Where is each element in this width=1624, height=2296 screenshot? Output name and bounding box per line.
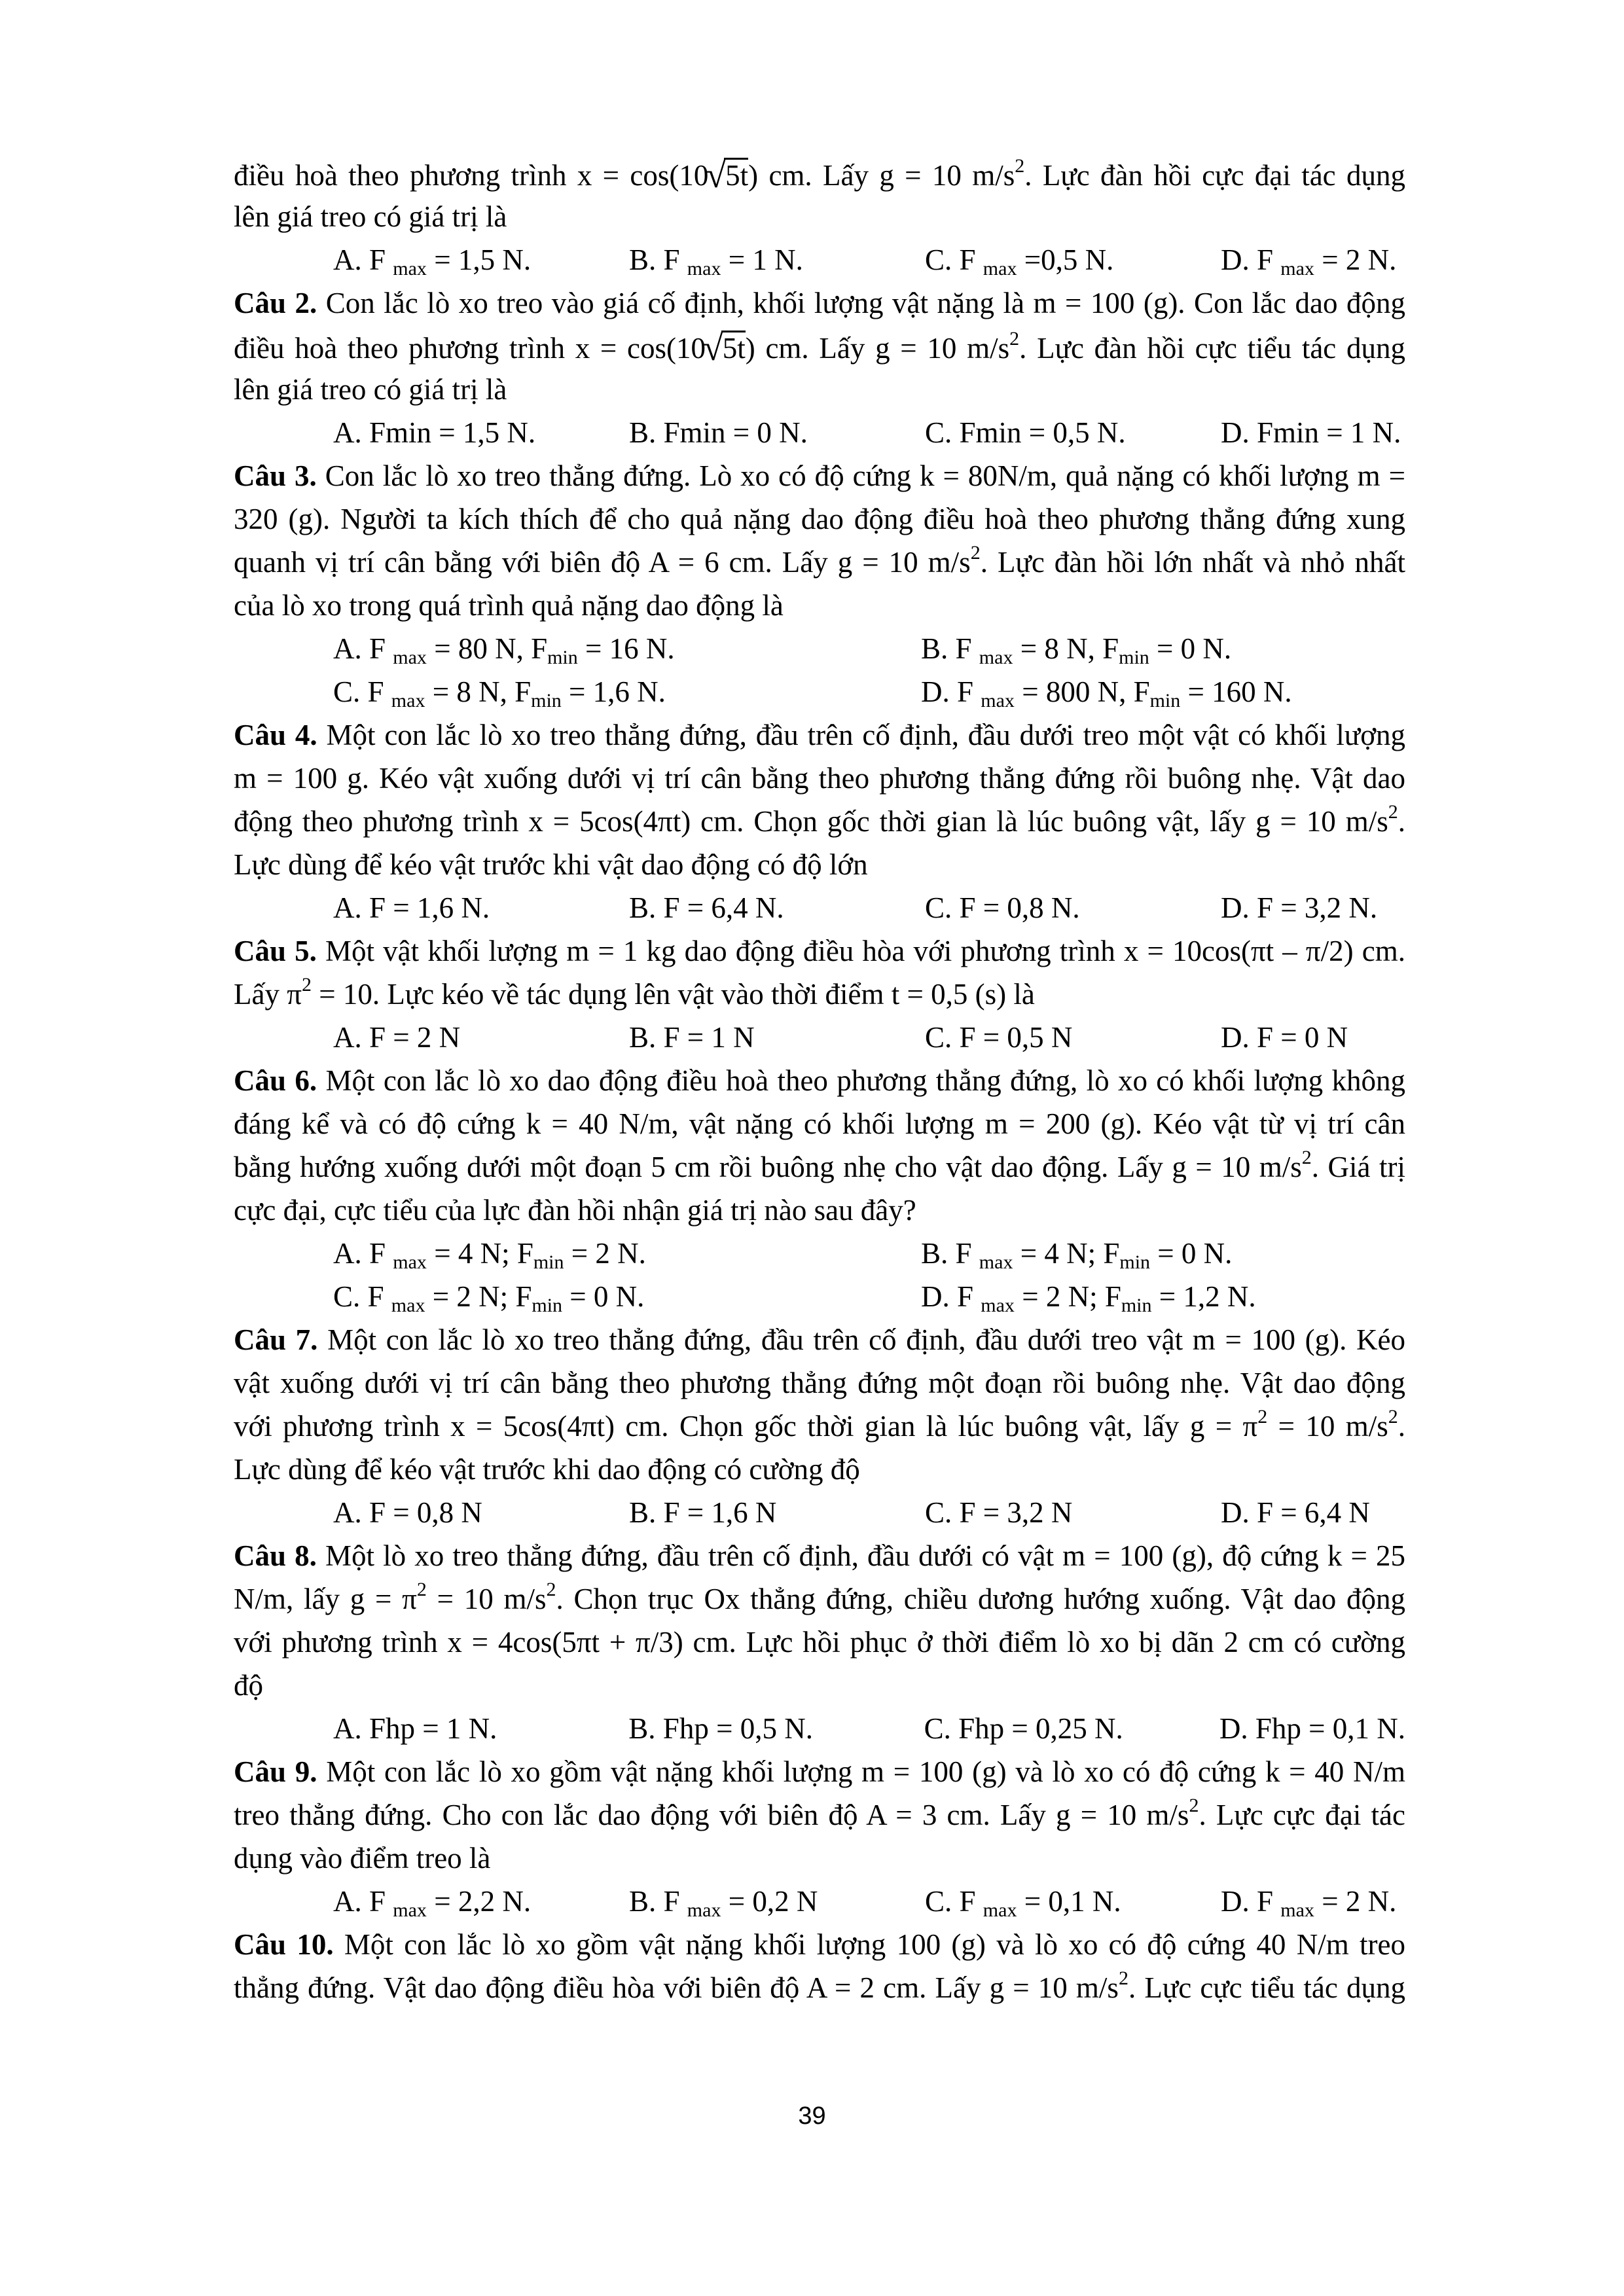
answer-options — [234, 886, 1405, 929]
text-line: N/m, lấy $g = \pi^2 = 10$ $m/s^2$. Chọn trục Ox thẳng đứng, chiều dương hướng xuống. Vật dao động — [234, 1579, 1405, 1615]
text-line: đáng kể và có độ cứng k = 40 N/m, vật nặng có khối lượng m = 200 (g). Kéo vật từ vị trí cân — [234, 1107, 1405, 1140]
text-line: quanh vị trí cân bằng với biên độ A = 6 cm. Lấy g = 10 $m/s^2$. Lực đàn hồi lớn nhất và nhỏ nhất — [234, 542, 1405, 579]
question-list — [234, 152, 1405, 2009]
option-d: D. F $_{max}$ = 800 N, $F_{min} = 160$ N. — [921, 675, 1292, 711]
option-b: B. F = 1,6 N — [629, 1496, 777, 1529]
text-line: lên giá treo có giá trị là — [234, 200, 507, 233]
question-4-line: Câu 4. Một con lắc lò xo treo thẳng đứng, đầu trên cố định, đầu dưới treo một vật có khối lượng — [234, 719, 1405, 751]
text-line: điều hoà theo phương trình x = cos(10√5t) cm. Lấy g = 10 $m/s^2$. Lực đàn hồi cực đại tác dụng — [234, 155, 1405, 196]
question-9-line: Câu 9. Một con lắc lò xo gồm vật nặng khối lượng m = 100 (g) và lò xo có độ cứng k = 40 N/m — [234, 1755, 1405, 1788]
option-c: C. F = 0,8 N. — [925, 891, 1080, 924]
text-line: với phương trình x = 4cos(5πt + π/3) cm. Lực hồi phục ở thời điểm lò xo bị dãn 2 cm có cường — [234, 1626, 1405, 1659]
text-line: của lò xo trong quá trình quả nặng dao động là — [234, 589, 784, 622]
answer-options — [234, 1707, 1405, 1750]
option-b: B. F $_{max}$ = 8 N, $F_{min} = 0$ N. — [921, 632, 1232, 668]
answer-options — [234, 1491, 1405, 1534]
option-d: D. F $_{max}$ = 2 N. — [1221, 1885, 1397, 1921]
text-line: vật xuống dưới vị trí cân bằng theo phương thẳng đứng một đoạn rồi buông nhẹ. Vật dao động — [234, 1367, 1405, 1399]
option-a: A. F = 1,6 N. — [333, 891, 490, 924]
text-line: Lấy $\pi^2 = 10$. Lực kéo về tác dụng lên vật vào thời điểm t = 0,5 (s) là — [234, 974, 1035, 1011]
answer-options — [234, 1016, 1405, 1059]
text-line: độ — [234, 1669, 263, 1702]
option-a: A. F = 0,8 N — [333, 1496, 482, 1529]
question-7-line: Câu 7. Một con lắc lò xo treo thẳng đứng, đầu trên cố định, đầu dưới treo vật m = 100 (g). Kéo — [234, 1323, 1405, 1356]
option-a: A. F = 2 N — [333, 1021, 461, 1054]
option-d: D. F = 3,2 N. — [1221, 891, 1378, 924]
option-b: B. Fhp = 0,5 N. — [628, 1712, 813, 1745]
option-a: A. Fmin = 1,5 N. — [333, 416, 536, 449]
text-line: bằng hướng xuống dưới một đoạn 5 cm rồi buông nhẹ cho vật dao động. Lấy g = 10 $m/s^2$. Giá trị — [234, 1147, 1405, 1183]
option-d: D. F $_{max}$ = 2 N. — [1221, 243, 1397, 279]
question-10-line: Câu 10. Một con lắc lò xo gồm vật nặng khối lượng 100 (g) và lò xo có độ cứng 40 N/m treo — [234, 1928, 1405, 1961]
option-c: C. Fmin = 0,5 N. — [925, 416, 1126, 449]
text-line: với phương trình x = 5cos(4πt) cm. Chọn gốc thời gian là lúc buông vật, lấy $g = \pi^2 = 10$ $m/s^2$. — [234, 1406, 1405, 1443]
text-line: dụng vào điểm treo là — [234, 1842, 491, 1874]
option-b: B. F $_{max}$ = 0,2 N — [629, 1885, 818, 1921]
option-c: C. F $_{max}$ = 0,1 N. — [925, 1885, 1121, 1921]
answer-options — [234, 238, 1405, 281]
text-line: cực đại, cực tiểu của lực đàn hồi nhận giá trị nào sau đây? — [234, 1194, 916, 1227]
option-b: B. Fmin = 0 N. — [629, 416, 808, 449]
option-c: C. F $_{max}$ = 2 N; $F_{min} = 0$ N. — [333, 1280, 645, 1316]
option-c: C. F $_{max}$ = 8 N, $F_{min} = 1,6$ N. — [333, 675, 666, 711]
page-number: 39 — [798, 2102, 826, 2130]
answer-options — [234, 1275, 1405, 1318]
question-5-line: Câu 5. Một vật khối lượng m = 1 kg dao động điều hòa với phương trình x = 10cos(πt – π/2) cm. — [234, 935, 1405, 967]
answer-options — [234, 627, 1405, 670]
option-a: A. F $_{max}$ = 80 N, $F_{min} = 16$ N. — [333, 632, 675, 668]
answer-options — [234, 1232, 1405, 1275]
option-b: B. F = 6,4 N. — [629, 891, 784, 924]
option-c: C. Fhp = 0,25 N. — [924, 1712, 1123, 1745]
option-a: A. F $_{max}$ = 4 N; $F_{min} = 2$ N. — [333, 1237, 646, 1273]
text-line: 320 (g). Người ta kích thích để cho quả nặng dao động điều hoà theo phương thẳng đứng xung — [234, 503, 1405, 535]
option-c: C. F = 3,2 N — [925, 1496, 1073, 1529]
option-d: D. Fhp = 0,1 N. — [1219, 1712, 1405, 1745]
text-line: điều hoà theo phương trình x = cos(10√5t) cm. Lấy g = 10 $m/s^2$. Lực đàn hồi cực tiểu tác dụng — [234, 328, 1405, 368]
option-c: C. F $_{max}$ =0,5 N. — [925, 243, 1114, 279]
option-a: A. F $_{max}$ = 1,5 N. — [333, 243, 532, 279]
text-line: động theo phương trình x = 5cos(4πt) cm. Chọn gốc thời gian là lúc buông vật, lấy g = 10 $m/s^2$. — [234, 801, 1405, 838]
question-2-line: Câu 2. Con lắc lò xo treo vào giá cố định, khối lượng vật nặng là m = 100 (g). Con lắc dao động — [234, 287, 1405, 319]
answer-options — [234, 411, 1405, 454]
option-a: A. Fhp = 1 N. — [333, 1712, 497, 1745]
text-line: lên giá treo có giá trị là — [234, 373, 507, 406]
option-b: B. F = 1 N — [629, 1021, 755, 1054]
text-line: treo thẳng đứng. Cho con lắc dao động với biên độ A = 3 cm. Lấy g = 10 $m/s^2$. Lực cực đại tác — [234, 1795, 1405, 1831]
answer-options — [234, 1880, 1405, 1923]
option-d: D. F = 0 N — [1221, 1021, 1348, 1054]
text-line: Lực dùng để kéo vật trước khi vật dao động có độ lớn — [234, 848, 868, 881]
option-d: D. Fmin = 1 N. — [1221, 416, 1401, 449]
option-c: C. F = 0,5 N — [925, 1021, 1073, 1054]
option-d: D. F $_{max}$ = 2 N; $F_{min} = 1,2$ N. — [921, 1280, 1256, 1316]
option-d: D. F = 6,4 N — [1221, 1496, 1370, 1529]
text-line: Lực dùng để kéo vật trước khi dao động có cường độ — [234, 1453, 860, 1486]
option-b: B. F $_{max}$ = 4 N; $F_{min} = 0$ N. — [921, 1237, 1233, 1273]
answer-options — [234, 670, 1405, 713]
option-a: A. F $_{max}$ = 2,2 N. — [333, 1885, 532, 1921]
text-line: thẳng đứng. Vật dao động điều hòa với biên độ A = 2 cm. Lấy g = 10 $m/s^2$. Lực cực tiểu tác dụng — [234, 1967, 1405, 2004]
question-8-line: Câu 8. Một lò xo treo thẳng đứng, đầu trên cố định, đầu dưới có vật m = 100 (g), độ cứng k = 25 — [234, 1539, 1405, 1572]
question-3-line: Câu 3. Con lắc lò xo treo thẳng đứng. Lò xo có độ cứng k = 80N/m, quả nặng có khối lượng m = — [234, 459, 1405, 492]
question-6-line: Câu 6. Một con lắc lò xo dao động điều hoà theo phương thẳng đứng, lò xo có khối lượng không — [234, 1064, 1405, 1097]
option-b: B. F $_{max}$ = 1 N. — [629, 243, 803, 279]
text-line: m = 100 g. Kéo vật xuống dưới vị trí cân bằng theo phương thẳng đứng rồi buông nhẹ. Vật dao — [234, 762, 1405, 795]
